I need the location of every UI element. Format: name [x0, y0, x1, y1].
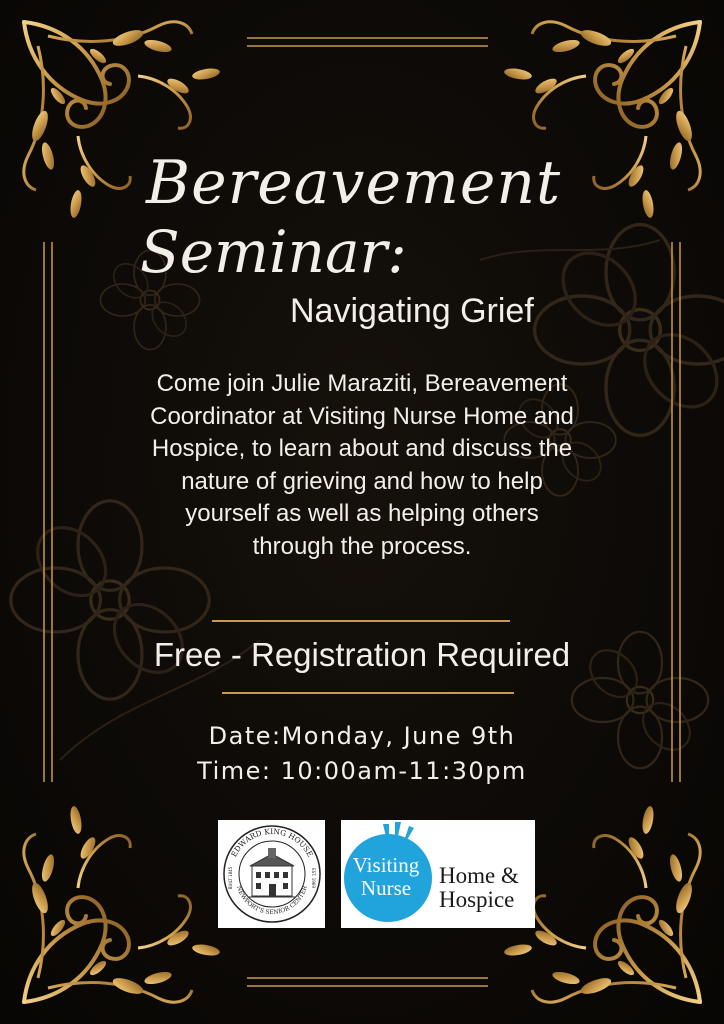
subtitle: Navigating Grief — [290, 292, 534, 330]
logo-word-nurse: Nurse — [360, 876, 412, 900]
description-line: Hospice, to learn about and discuss the — [151, 435, 573, 462]
description-line: Come join Julie Maraziti, Bereavement — [156, 370, 568, 397]
description-line: Coordinator at Visiting Nurse Home and — [150, 402, 574, 430]
edward-king-house-logo — [218, 820, 325, 928]
title-line-2: Seminar: — [140, 218, 407, 286]
description-line: through the process. — [252, 532, 472, 560]
event-date: Date:Monday, June 9th — [208, 722, 516, 750]
description-line: yourself as well as helping others — [185, 500, 539, 527]
logo-word-hospice: Hospice — [439, 887, 515, 912]
logo-left-text: BUILT 1845 — [228, 866, 233, 890]
logo-right-text: EST. 1969 — [311, 868, 316, 888]
logo-ring-bottom: NEWPORT'S SENIOR CENTER — [235, 885, 309, 917]
title-line-1: Bereavement — [146, 148, 562, 218]
house-icon — [218, 820, 325, 928]
description-line: nature of grieving and how to help — [181, 467, 543, 495]
divider-bottom — [222, 692, 514, 694]
registration-note: Free - Registration Required — [153, 636, 571, 673]
logo-rays-icon — [381, 820, 421, 854]
visiting-nurse-logo — [341, 820, 535, 928]
description — [92, 368, 632, 563]
logo-word-home: Home & — [439, 863, 519, 888]
logo-word-visiting: Visiting — [352, 853, 420, 877]
event-time: Time: 10:00am-11:30pm — [197, 757, 527, 785]
divider-top — [212, 620, 510, 622]
logo-ring-top: EDWARD KING HOUSE — [229, 826, 315, 859]
